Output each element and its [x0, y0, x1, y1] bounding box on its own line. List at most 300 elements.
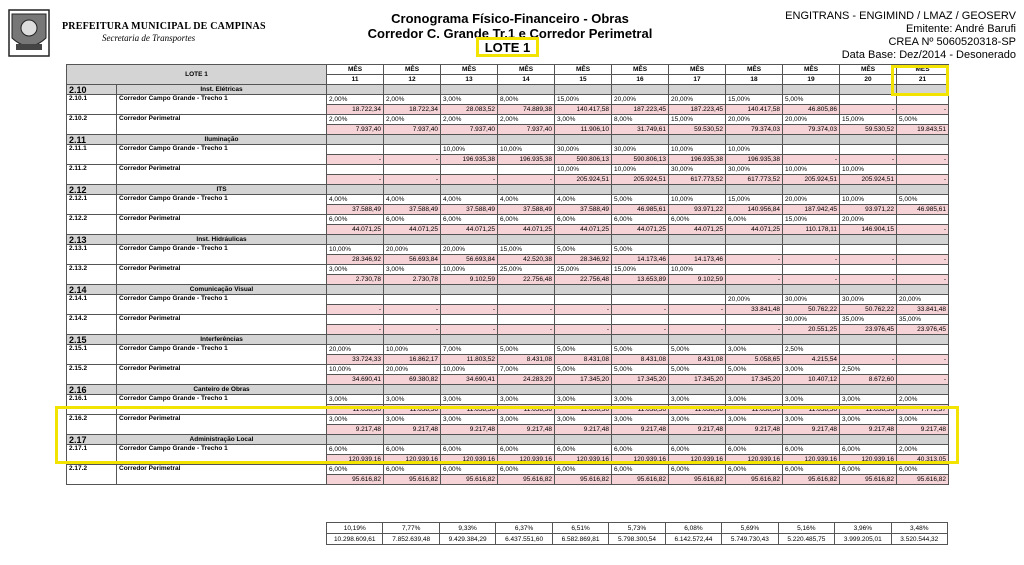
value-cell: 120.939,16 — [783, 455, 840, 465]
value-cell: 44.071,25 — [498, 225, 555, 235]
section-blank-cell — [327, 335, 384, 345]
item-description: Corredor Campo Grande - Trecho 1 — [117, 195, 327, 215]
schedule-table-wrap — [66, 64, 949, 485]
value-cell: 59.530,52 — [669, 125, 726, 135]
section-blank-cell — [669, 335, 726, 345]
section-number: 2.10 — [67, 85, 117, 95]
section-blank-cell — [840, 235, 897, 245]
value-cell: 33.841,48 — [897, 305, 949, 315]
section-blank-cell — [783, 335, 840, 345]
value-cell: 37.588,49 — [384, 205, 441, 215]
item-code: 2.17.2 — [67, 465, 117, 485]
section-number: 2.12 — [67, 185, 117, 195]
pct-cell: 4,00% — [327, 195, 384, 205]
section-blank-cell — [897, 285, 949, 295]
section-title: Interferências — [117, 335, 327, 345]
pct-cell: 5,00% — [555, 365, 612, 375]
section-blank-cell — [441, 285, 498, 295]
total-value-cell: 3.999.205,01 — [835, 534, 891, 545]
section-row — [67, 435, 949, 445]
section-blank-cell — [384, 385, 441, 395]
title-line-2: Corredor C. Grande Tr.1 e Corredor Perimetral — [367, 26, 653, 41]
value-cell: - — [897, 255, 949, 265]
value-cell: 187.942,45 — [783, 205, 840, 215]
value-cell: 9.217,48 — [840, 425, 897, 435]
value-cell: 617.773,52 — [669, 175, 726, 185]
item-pct-row — [67, 195, 949, 205]
section-blank-cell — [555, 385, 612, 395]
item-code: 2.13.1 — [67, 245, 117, 265]
value-cell: 187.223,45 — [612, 105, 669, 115]
total-pct-cell: 10,19% — [327, 523, 383, 534]
pct-cell: 6,00% — [441, 465, 498, 475]
pct-cell: 2,00% — [384, 115, 441, 125]
value-cell: 69.380,82 — [384, 375, 441, 385]
month-number: 11 — [327, 75, 384, 85]
pct-cell: 15,00% — [726, 95, 783, 105]
value-cell: 59.530,52 — [840, 125, 897, 135]
value-cell: 11.658,56 — [783, 405, 840, 415]
value-cell: 44.071,25 — [726, 225, 783, 235]
section-blank-cell — [555, 85, 612, 95]
schedule-table — [66, 64, 949, 485]
section-blank-cell — [669, 235, 726, 245]
value-cell: 37.588,49 — [441, 205, 498, 215]
totals-value-row — [327, 534, 948, 545]
pct-cell: 10,00% — [669, 265, 726, 275]
value-cell: 93.971,22 — [840, 205, 897, 215]
header-right-line-3: CREA Nº 5060520318-SP — [888, 36, 1016, 48]
value-cell: 34.690,41 — [327, 375, 384, 385]
pct-cell: 3,00% — [783, 365, 840, 375]
section-row — [67, 385, 949, 395]
total-pct-cell: 5,16% — [778, 523, 834, 534]
pct-cell — [897, 215, 949, 225]
pct-cell: 20,00% — [840, 215, 897, 225]
section-blank-cell — [783, 135, 840, 145]
section-blank-cell — [726, 335, 783, 345]
pct-cell: 7,00% — [441, 345, 498, 355]
value-cell: - — [555, 305, 612, 315]
pct-cell: 5,00% — [612, 345, 669, 355]
section-blank-cell — [897, 235, 949, 245]
item-code: 2.17.1 — [67, 445, 117, 465]
pct-cell: 20,00% — [612, 95, 669, 105]
section-blank-cell — [498, 185, 555, 195]
total-value-cell: 6.582.869,81 — [552, 534, 608, 545]
pct-cell: 6,00% — [726, 215, 783, 225]
value-cell: 79.374,03 — [783, 125, 840, 135]
value-cell: 95.616,82 — [726, 475, 783, 485]
value-cell: - — [327, 175, 384, 185]
value-cell: 46.985,61 — [612, 205, 669, 215]
pct-cell: 15,00% — [783, 215, 840, 225]
pct-cell — [840, 345, 897, 355]
value-cell: 11.906,10 — [555, 125, 612, 135]
value-cell: - — [327, 325, 384, 335]
value-cell: - — [669, 325, 726, 335]
value-cell: 196.935,38 — [498, 155, 555, 165]
pct-cell: 3,00% — [669, 415, 726, 425]
pct-cell: 8,00% — [498, 95, 555, 105]
pct-cell: 30,00% — [783, 295, 840, 305]
month-label: MÊS — [897, 65, 949, 75]
month-label: MÊS — [840, 65, 897, 75]
item-code: 2.14.1 — [67, 295, 117, 315]
value-cell: 23.976,45 — [840, 325, 897, 335]
pct-cell: 4,00% — [498, 195, 555, 205]
pct-cell: 6,00% — [327, 465, 384, 475]
section-blank-cell — [327, 235, 384, 245]
pct-cell: 20,00% — [726, 295, 783, 305]
pct-cell — [669, 295, 726, 305]
pct-cell — [897, 145, 949, 155]
section-blank-cell — [612, 185, 669, 195]
pct-cell: 5,00% — [555, 345, 612, 355]
month-number: 20 — [840, 75, 897, 85]
pct-cell: 10,00% — [498, 145, 555, 155]
section-blank-cell — [783, 235, 840, 245]
section-blank-cell — [726, 235, 783, 245]
value-cell: 7.937,40 — [384, 125, 441, 135]
value-cell: - — [441, 175, 498, 185]
pct-cell — [327, 295, 384, 305]
value-cell: 146.904,15 — [840, 225, 897, 235]
section-blank-cell — [726, 285, 783, 295]
value-cell: 120.939,16 — [384, 455, 441, 465]
pct-cell: 3,00% — [327, 265, 384, 275]
value-cell: 120.939,16 — [327, 455, 384, 465]
value-cell: 7.937,40 — [498, 125, 555, 135]
item-pct-row — [67, 215, 949, 225]
pct-cell: 5,00% — [669, 365, 726, 375]
value-cell: 7.772,37 — [897, 405, 949, 415]
org-name: PREFEITURA MUNICIPAL DE CAMPINAS — [62, 21, 266, 32]
value-cell: 4.215,54 — [783, 355, 840, 365]
pct-cell: 5,00% — [555, 245, 612, 255]
pct-cell: 5,00% — [612, 245, 669, 255]
value-cell: 95.616,82 — [498, 475, 555, 485]
section-blank-cell — [441, 385, 498, 395]
item-description: Corredor Campo Grande - Trecho 1 — [117, 245, 327, 265]
section-number: 2.11 — [67, 135, 117, 145]
pct-cell: 6,00% — [498, 465, 555, 475]
pct-cell — [897, 365, 949, 375]
header-right — [785, 10, 1016, 62]
pct-cell: 5,00% — [783, 95, 840, 105]
value-cell: 17.345,20 — [726, 375, 783, 385]
section-blank-cell — [384, 285, 441, 295]
value-cell: 9.217,48 — [384, 425, 441, 435]
total-pct-cell: 5,73% — [609, 523, 665, 534]
value-cell: 34.690,41 — [441, 375, 498, 385]
pct-cell: 30,00% — [840, 295, 897, 305]
pct-cell: 15,00% — [555, 95, 612, 105]
item-pct-row — [67, 365, 949, 375]
value-cell: 187.223,45 — [669, 105, 726, 115]
pct-cell — [441, 165, 498, 175]
item-code: 2.15.1 — [67, 345, 117, 365]
item-pct-row — [67, 245, 949, 255]
section-blank-cell — [669, 135, 726, 145]
month-number: 19 — [783, 75, 840, 85]
section-row — [67, 335, 949, 345]
section-blank-cell — [327, 435, 384, 445]
section-blank-cell — [441, 185, 498, 195]
value-cell: 120.939,16 — [498, 455, 555, 465]
pct-cell: 3,00% — [726, 345, 783, 355]
section-blank-cell — [897, 335, 949, 345]
month-number: 18 — [726, 75, 783, 85]
item-pct-row — [67, 115, 949, 125]
pct-cell: 3,00% — [384, 265, 441, 275]
totals-table-wrap — [326, 522, 948, 545]
value-cell: - — [612, 305, 669, 315]
pct-cell: 2,00% — [498, 115, 555, 125]
total-value-cell: 5.749.730,43 — [722, 534, 778, 545]
pct-cell: 35,00% — [897, 315, 949, 325]
pct-cell — [897, 345, 949, 355]
section-blank-cell — [669, 435, 726, 445]
section-title: Administração Local — [117, 435, 327, 445]
value-cell: 33.841,48 — [726, 305, 783, 315]
item-code: 2.11.1 — [67, 145, 117, 165]
section-blank-cell — [498, 335, 555, 345]
item-pct-row — [67, 415, 949, 425]
item-code: 2.14.2 — [67, 315, 117, 335]
city-seal-icon — [6, 8, 52, 58]
totals-pct-row — [327, 523, 948, 534]
pct-cell: 6,00% — [555, 215, 612, 225]
pct-cell — [498, 315, 555, 325]
value-cell: - — [384, 305, 441, 315]
item-pct-row — [67, 315, 949, 325]
value-cell: 44.071,25 — [384, 225, 441, 235]
pct-cell: 2,50% — [840, 365, 897, 375]
section-blank-cell — [726, 135, 783, 145]
pct-cell: 3,00% — [384, 415, 441, 425]
section-blank-cell — [897, 185, 949, 195]
total-value-cell: 6.142.572,44 — [665, 534, 721, 545]
pct-cell: 3,00% — [840, 415, 897, 425]
pct-cell — [726, 245, 783, 255]
pct-cell: 4,00% — [384, 195, 441, 205]
value-cell: 93.971,22 — [669, 205, 726, 215]
pct-cell: 2,00% — [327, 95, 384, 105]
value-cell: 617.773,52 — [726, 175, 783, 185]
pct-cell — [669, 315, 726, 325]
total-pct-cell: 7,77% — [383, 523, 439, 534]
pct-cell — [555, 315, 612, 325]
value-cell: 22.756,48 — [555, 275, 612, 285]
value-cell: 140.417,58 — [726, 105, 783, 115]
item-code: 2.11.2 — [67, 165, 117, 185]
section-title: Inst. Hidráulicas — [117, 235, 327, 245]
item-description: Corredor Campo Grande - Trecho 1 — [117, 95, 327, 115]
value-cell: 9.217,48 — [327, 425, 384, 435]
value-cell: 17.345,20 — [669, 375, 726, 385]
value-cell: 18.722,34 — [327, 105, 384, 115]
pct-cell: 2,50% — [783, 345, 840, 355]
item-description: Corredor Campo Grande - Trecho 1 — [117, 345, 327, 365]
pct-cell: 30,00% — [555, 145, 612, 155]
total-pct-cell: 6,08% — [665, 523, 721, 534]
section-number: 2.14 — [67, 285, 117, 295]
pct-cell: 3,00% — [555, 395, 612, 405]
section-blank-cell — [498, 135, 555, 145]
section-blank-cell — [498, 285, 555, 295]
value-cell: - — [783, 155, 840, 165]
section-blank-cell — [498, 85, 555, 95]
item-pct-row — [67, 465, 949, 475]
section-blank-cell — [555, 185, 612, 195]
value-cell: 95.616,82 — [441, 475, 498, 485]
section-blank-cell — [555, 235, 612, 245]
item-code: 2.12.2 — [67, 215, 117, 235]
section-blank-cell — [783, 285, 840, 295]
pct-cell: 5,00% — [612, 365, 669, 375]
value-cell: 37.588,49 — [327, 205, 384, 215]
pct-cell — [384, 295, 441, 305]
total-value-cell: 6.437.551,60 — [496, 534, 552, 545]
month-label: MÊS — [555, 65, 612, 75]
section-number: 2.13 — [67, 235, 117, 245]
pct-cell: 3,00% — [897, 415, 949, 425]
pct-cell: 3,00% — [726, 395, 783, 405]
pct-cell: 6,00% — [384, 465, 441, 475]
pct-cell: 25,00% — [555, 265, 612, 275]
item-code: 2.10.1 — [67, 95, 117, 115]
pct-cell: 20,00% — [441, 245, 498, 255]
pct-cell — [783, 265, 840, 275]
section-row — [67, 85, 949, 95]
value-cell: 14.173,46 — [612, 255, 669, 265]
section-blank-cell — [384, 85, 441, 95]
section-blank-cell — [840, 435, 897, 445]
value-cell: 14.173,46 — [669, 255, 726, 265]
total-value-cell: 3.520.544,32 — [891, 534, 947, 545]
item-pct-row — [67, 395, 949, 405]
pct-cell: 4,00% — [555, 195, 612, 205]
value-cell: 7.937,40 — [327, 125, 384, 135]
total-pct-cell: 6,51% — [552, 523, 608, 534]
pct-cell: 6,00% — [498, 445, 555, 455]
value-cell: 44.071,25 — [327, 225, 384, 235]
pct-cell — [441, 295, 498, 305]
section-blank-cell — [669, 385, 726, 395]
section-blank-cell — [783, 385, 840, 395]
item-description: Corredor Perimetral — [117, 115, 327, 135]
pct-cell — [840, 145, 897, 155]
value-cell: 56.693,84 — [384, 255, 441, 265]
section-blank-cell — [555, 135, 612, 145]
pct-cell: 6,00% — [726, 465, 783, 475]
pct-cell: 3,00% — [783, 395, 840, 405]
item-description: Corredor Perimetral — [117, 315, 327, 335]
month-label: MÊS — [612, 65, 669, 75]
pct-cell: 6,00% — [669, 445, 726, 455]
month-label: MÊS — [726, 65, 783, 75]
total-value-cell: 5.798.300,54 — [609, 534, 665, 545]
value-cell: 18.722,34 — [384, 105, 441, 115]
pct-cell — [840, 265, 897, 275]
value-cell: 44.071,25 — [555, 225, 612, 235]
pct-cell: 15,00% — [840, 115, 897, 125]
section-number: 2.16 — [67, 385, 117, 395]
value-cell: 2.730,78 — [384, 275, 441, 285]
value-cell: 11.658,56 — [384, 405, 441, 415]
pct-cell: 20,00% — [783, 115, 840, 125]
pct-cell — [498, 165, 555, 175]
value-cell: 50.762,22 — [783, 305, 840, 315]
pct-cell: 20,00% — [327, 345, 384, 355]
month-number: 13 — [441, 75, 498, 85]
pct-cell: 6,00% — [783, 445, 840, 455]
value-cell: 42.520,38 — [498, 255, 555, 265]
pct-cell: 3,00% — [327, 395, 384, 405]
value-cell: 50.762,22 — [840, 305, 897, 315]
pct-cell: 6,00% — [441, 215, 498, 225]
section-blank-cell — [840, 385, 897, 395]
pct-cell: 30,00% — [669, 165, 726, 175]
section-title: ITS — [117, 185, 327, 195]
pct-cell: 6,00% — [612, 465, 669, 475]
month-label: MÊS — [327, 65, 384, 75]
value-cell: 11.658,56 — [726, 405, 783, 415]
value-cell: 95.616,82 — [384, 475, 441, 485]
section-blank-cell — [612, 135, 669, 145]
pct-cell: 15,00% — [669, 115, 726, 125]
section-blank-cell — [840, 85, 897, 95]
pct-cell — [612, 295, 669, 305]
pct-cell — [897, 165, 949, 175]
total-pct-cell: 5,69% — [722, 523, 778, 534]
section-blank-cell — [783, 185, 840, 195]
section-blank-cell — [498, 385, 555, 395]
total-value-cell: 9.429.384,29 — [439, 534, 495, 545]
section-title: Canteiro de Obras — [117, 385, 327, 395]
section-blank-cell — [327, 185, 384, 195]
section-blank-cell — [441, 435, 498, 445]
value-cell: 28.083,52 — [441, 105, 498, 115]
section-number: 2.17 — [67, 435, 117, 445]
pct-cell — [840, 95, 897, 105]
value-cell: 8.431,08 — [612, 355, 669, 365]
section-blank-cell — [726, 185, 783, 195]
pct-cell — [897, 245, 949, 255]
value-cell: 8.672,60 — [840, 375, 897, 385]
total-value-cell: 10.298.609,61 — [327, 534, 383, 545]
value-cell: 17.345,20 — [612, 375, 669, 385]
value-cell: - — [840, 355, 897, 365]
value-cell: 95.616,82 — [897, 475, 949, 485]
section-blank-cell — [612, 385, 669, 395]
value-cell: 13.653,89 — [612, 275, 669, 285]
section-blank-cell — [441, 85, 498, 95]
section-blank-cell — [897, 385, 949, 395]
pct-cell — [840, 245, 897, 255]
item-code: 2.16.1 — [67, 395, 117, 415]
item-code: 2.12.1 — [67, 195, 117, 215]
pct-cell: 6,00% — [669, 465, 726, 475]
value-cell: 95.616,82 — [612, 475, 669, 485]
value-cell: 37.588,49 — [498, 205, 555, 215]
value-cell: - — [897, 175, 949, 185]
section-blank-cell — [498, 235, 555, 245]
value-cell: 9.217,48 — [726, 425, 783, 435]
value-cell: 120.939,16 — [726, 455, 783, 465]
month-number: 15 — [555, 75, 612, 85]
